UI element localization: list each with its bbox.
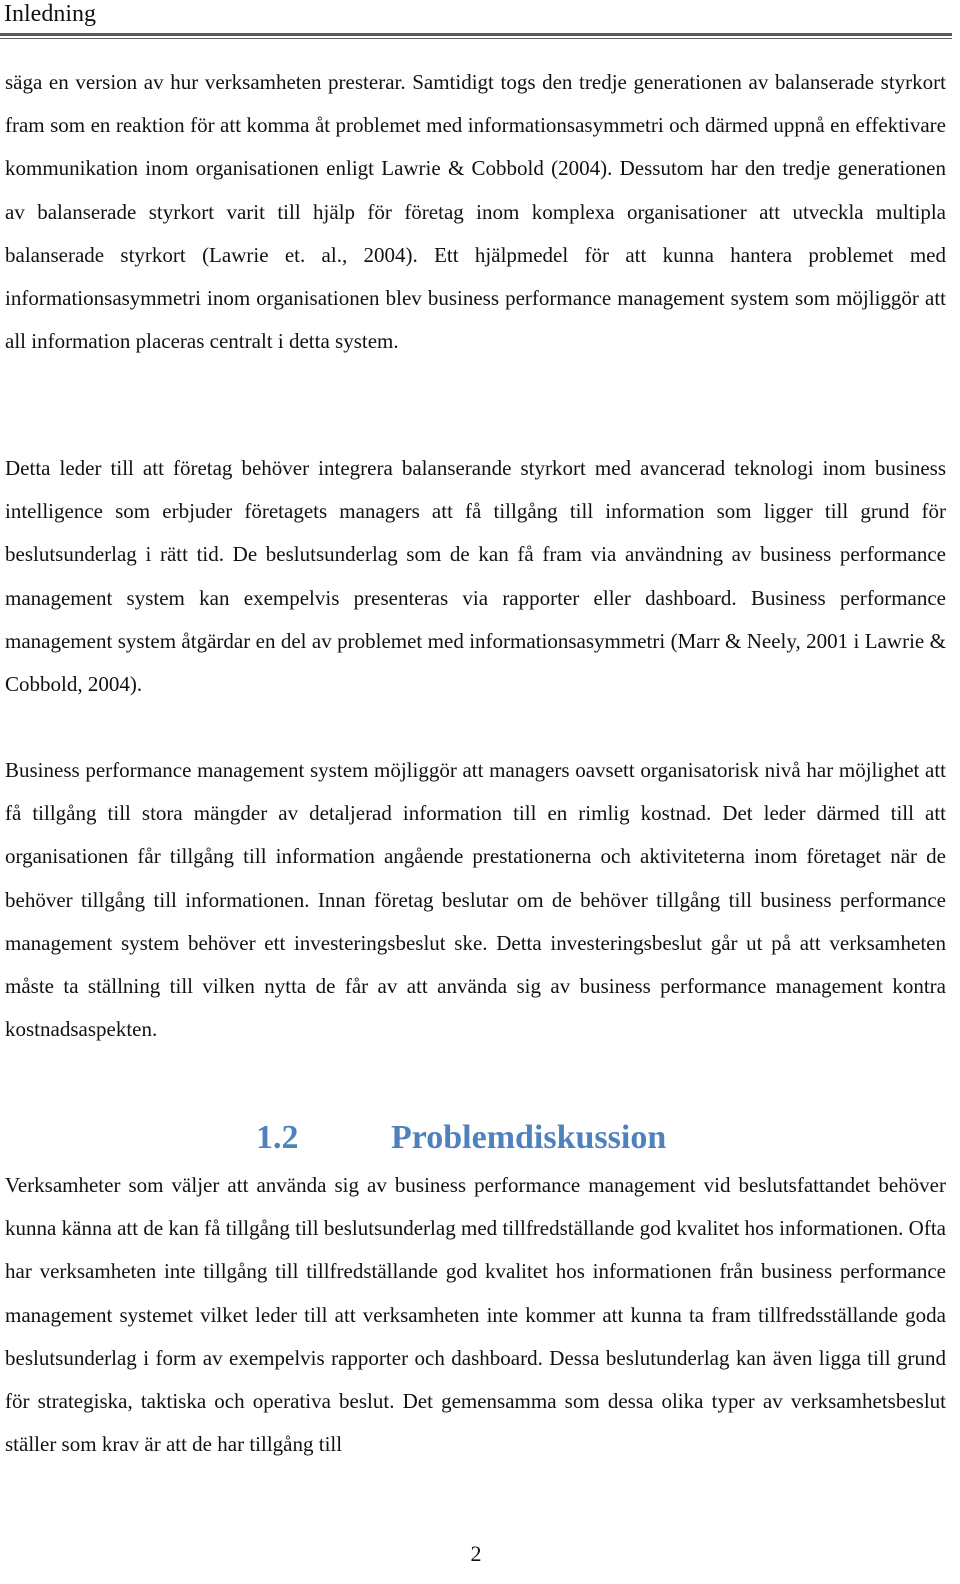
section-title: Problemdiskussion <box>391 1119 667 1156</box>
body-paragraph-3: Business performance management system möjliggör att managers oavsett organisatorisk nivå har möjlighet att få tillgång till stora mängder av detaljerad information till en rimlig kostnad. Det leder därmed till att organisationen får tillgång till information angående prestationerna och aktiviteterna inom företaget när de behöver tillgång till informationen. Innan företag beslutar om de behöver tillgång till business performance management system behöver ett investeringsbeslut ske. Detta investeringsbeslut går ut på att verksamheten måste ta ställning till vilken nytta de får av att använda sig av business performance management kontra kostnadsaspekten. <box>5 758 946 1042</box>
header-divider-thick <box>0 33 952 36</box>
section-number: 1.2 <box>256 1119 299 1156</box>
header-divider-thin <box>0 38 952 39</box>
body-paragraph-2: Detta leder till att företag behöver integrera balanserande styrkort med avancerad teknologi inom business intelligence som erbjuder företagets managers att få tillgång till information som ligger till grund för beslutsunderlag i rätt tid. De beslutsunderlag som de kan få fram via användning av business performance management system kan exempelvis presenteras via rapporter eller dashboard. Business performance management system åtgärdar en del av problemet med informationsasymmetri (Marr & Neely, 2001 i Lawrie & Cobbold, 2004). <box>5 456 946 697</box>
page-number: 2 <box>470 1541 482 1566</box>
running-header-title: Inledning <box>4 1 96 27</box>
body-paragraph-4: Verksamheter som väljer att använda sig av business performance management vid beslutsfattandet behöver kunna känna att de kan få tillgång till beslutsunderlag med tillfredställande god kvalitet hos informationen. Ofta har verksamheten inte tillgång till tillfredställande god kvalitet hos informationen från business performance management systemet vilket leder till att verksamheten inte kommer att kunna ta fram tillfredsställande goda beslutsunderlag i form av exempelvis rapporter och dashboard. Dessa beslutunderlag kan även ligga till grund för strategiska, taktiska och operativa beslut. Det gemensamma som dessa olika typer av verksamhetsbeslut ställer som krav är att de har tillgång till <box>5 1173 946 1457</box>
body-paragraph-1: säga en version av hur verksamheten presterar. Samtidigt togs den tredje generationen av balanserade styrkort fram som en reaktion för att komma åt problemet med informationsasymmetri och därmed uppnå en effektivare kommunikation inom organisationen enligt Lawrie & Cobbold (2004). Dessutom har den tredje generationen av balanserade styrkort varit till hjälp för företag inom komplexa organisationer att utveckla multipla balanserade styrkort (Lawrie et. al., 2004). Ett hjälpmedel för att kunna hantera problemet med informationsasymmetri inom organisationen blev business performance management system som möjliggör att all information placeras centralt i detta system. <box>5 70 946 354</box>
